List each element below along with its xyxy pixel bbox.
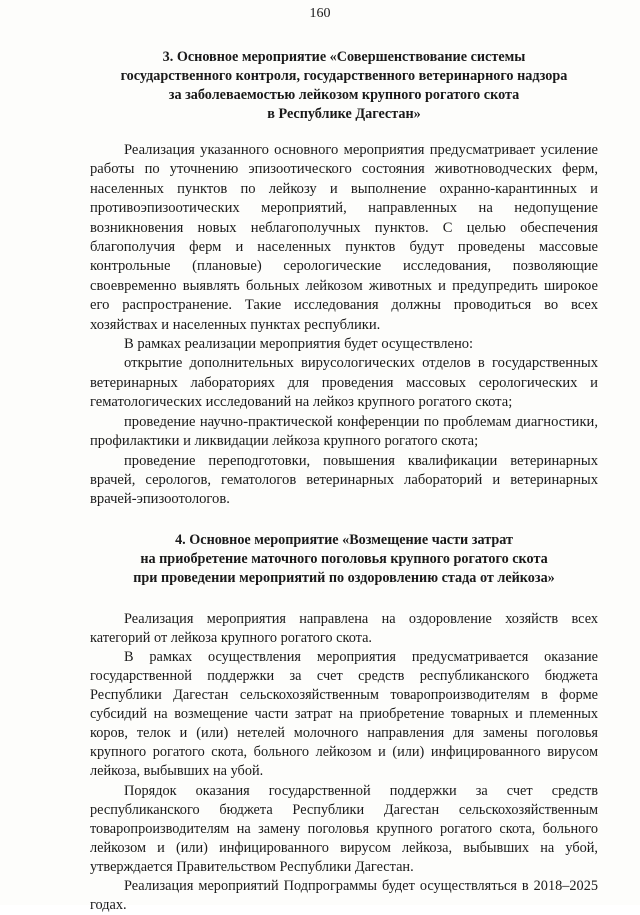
section-4-title-line: на приобретение маточного поголовья крупного рогатого скота	[140, 550, 548, 567]
section-3-paragraph: Реализация указанного основного мероприятия предусматривает усиление работы по уточнению эпизоотического состояния животноводческих ферм, населенных пунктов по лейкозу и выполнение охранно-карантинных и противоэпизоотических мероприятий, направленных на недопущение возникновения новых неблагополучных пунктов. С целью обеспечения благополучия ферм и населенных пунктов будут проведены массовые контрольные (плановые) серологические исследования, позволяющие своевременно выявлять больных лейкозом животных и предупредить широкое его распространение. Такие исследования должны проводиться во всех хозяйствах и населенных пунктах республики.	[90, 142, 598, 333]
section-4-title	[90, 531, 598, 588]
section-3-title-line: в Республике Дагестан»	[267, 106, 421, 122]
section-3-title	[90, 48, 598, 124]
section-3-title-line: 3. Основное мероприятие «Совершенствование системы	[162, 49, 526, 65]
section-3-paragraph: открытие дополнительных вирусологических отделов в государственных ветеринарных лабораториях для проведения массовых серологических и гематологических исследований на лейкоз крупного рогатого скота;	[90, 355, 598, 411]
section-4-title-line: при проведении мероприятий по оздоровлению стада от лейкоза»	[133, 569, 555, 586]
section-4-paragraph: В рамках осуществления мероприятия предусматривается оказание государственной поддержки за счет средств республиканского бюджета Республики Дагестан сельскохозяйственным товаропроизводителям в форме субсидий на возмещение части затрат на приобретение товарных и племенных коров, телок и (или) нетелей молочного направления для замены поголовья крупного рогатого скота, больного лейкозом и (или) инфицированного вирусом лейкоза, выбывших на убой.	[90, 648, 598, 780]
section-3-paragraph: проведение научно-практической конференции по проблемам диагностики, профилактики и ликвидации лейкоза крупного рогатого скота;	[90, 413, 598, 450]
section-3-title-line: за заболеваемостью лейкозом крупного рогатого скота	[168, 87, 520, 103]
section-3-paragraph: В рамках реализации мероприятия будет осуществлено:	[124, 336, 474, 353]
page-number: 160	[309, 6, 331, 21]
section-4-paragraph: Реализация мероприятия направлена на оздоровление хозяйств всех категорий от лейкоза крупного рогатого скота.	[90, 610, 598, 646]
document-body	[90, 48, 598, 915]
section-4-paragraph: Порядок оказания государственной поддержки за счет средств республиканского бюджета Республики Дагестан сельскохозяйственным товаропроизводителям на замену поголовья крупного рогатого скота, больного лейкозом и (или) инфицированного вирусом лейкоза, выбывших на убой, утверждается Правительством Республики Дагестан.	[90, 782, 598, 875]
section-3-title-line: государственного контроля, государственного ветеринарного надзора	[120, 68, 568, 84]
section-4-title-line: 4. Основное мероприятие «Возмещение части затрат	[175, 531, 513, 548]
section-3-paragraph: проведение переподготовки, повышения квалификации ветеринарных врачей, серологов, гематологов ветеринарных лабораторий и ветеринарных врачей-эпизоотологов.	[90, 452, 598, 508]
section-4-paragraph: Реализация мероприятий Подпрограммы будет осуществляться в 2018–2025 годах.	[90, 878, 598, 914]
